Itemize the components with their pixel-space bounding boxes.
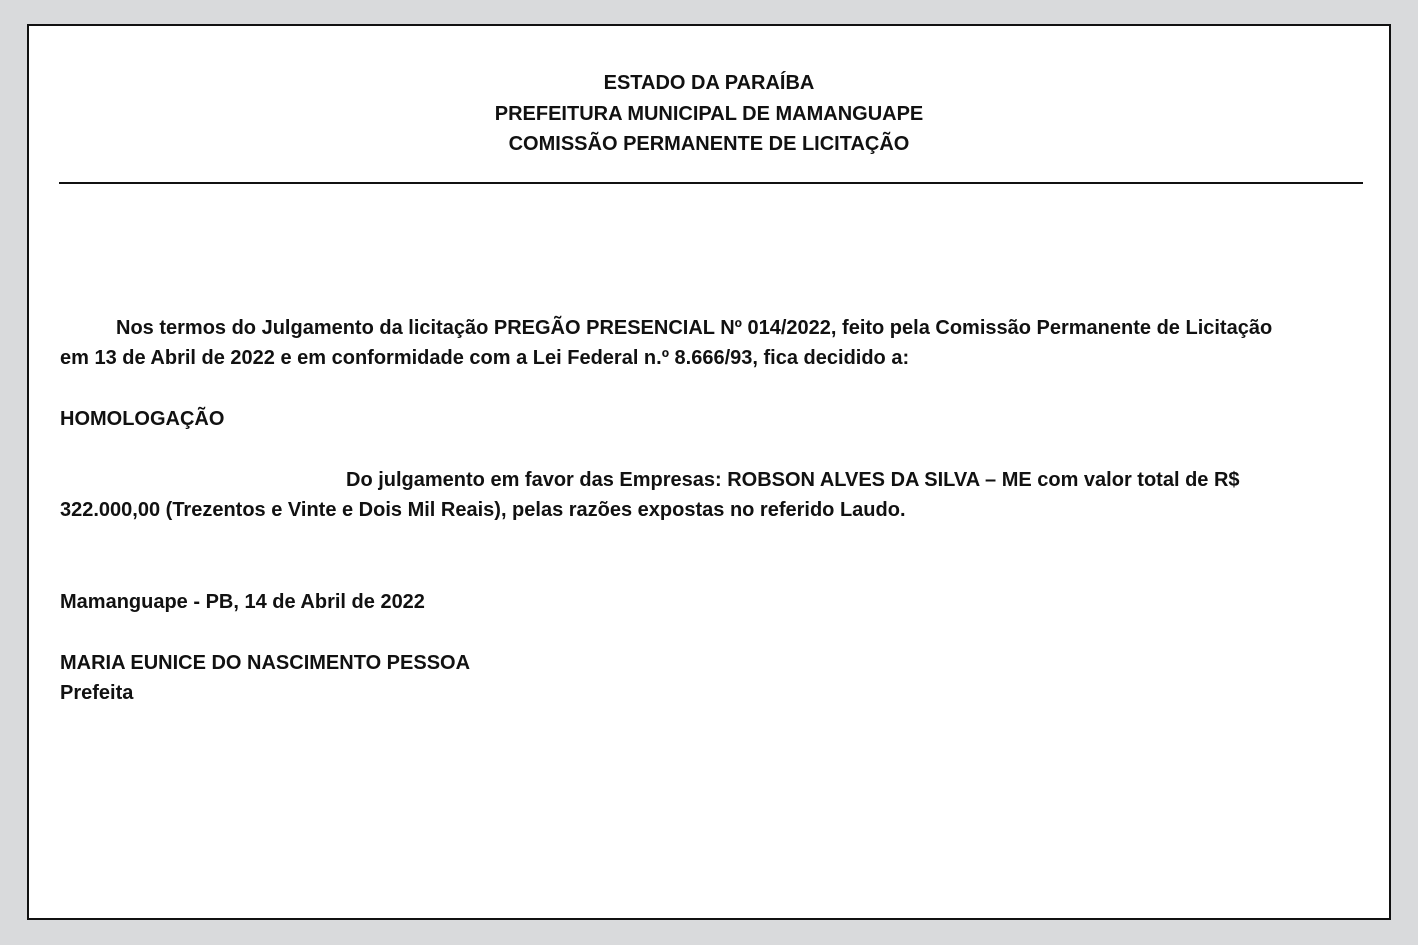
- header-divider: [59, 182, 1363, 184]
- paragraph1-line2: em 13 de Abril de 2022 e em conformidade com a Lei Federal n.º 8.666/93, fica decidido a:: [60, 347, 910, 369]
- header-state: ESTADO DA PARAÍBA: [603, 72, 815, 94]
- place-date: Mamanguape - PB, 14 de Abril de 2022: [60, 591, 425, 613]
- document-page: [27, 24, 1391, 920]
- signer-name: MARIA EUNICE DO NASCIMENTO PESSOA: [60, 652, 471, 674]
- header-commission: COMISSÃO PERMANENTE DE LICITAÇÃO: [508, 133, 910, 155]
- paragraph1-line1: Nos termos do Julgamento da licitação PREGÃO PRESENCIAL Nº 014/2022, feito pela Comissão Permanente de Licitação: [116, 317, 1273, 339]
- document-header: [29, 68, 1389, 160]
- paragraph2-line2: 322.000,00 (Trezentos e Vinte e Dois Mil Reais), pelas razões expostas no referido Laudo.: [60, 499, 906, 521]
- paragraph2-line1: Do julgamento em favor das Empresas: ROBSON ALVES DA SILVA – ME com valor total de R$: [346, 469, 1240, 491]
- section-title: HOMOLOGAÇÃO: [60, 408, 225, 430]
- header-municipality: PREFEITURA MUNICIPAL DE MAMANGUAPE: [494, 102, 924, 125]
- signer-role: Prefeita: [60, 682, 134, 704]
